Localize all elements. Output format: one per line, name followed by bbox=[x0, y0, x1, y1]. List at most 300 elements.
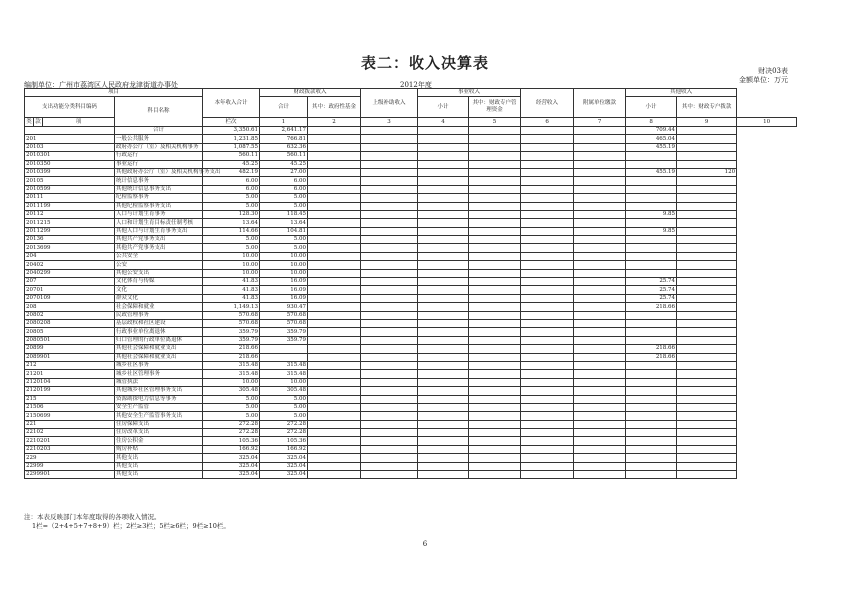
row-operating bbox=[521, 160, 574, 168]
subject-name-header: 科目名称 bbox=[115, 97, 203, 127]
row-subject-name: 住房改革支出 bbox=[115, 429, 203, 437]
row-code: 2010301 bbox=[25, 152, 115, 160]
row-gov-fund bbox=[308, 252, 361, 260]
row-operating bbox=[521, 194, 574, 202]
row-gov-fund bbox=[308, 454, 361, 462]
row-other-special bbox=[677, 353, 737, 361]
row-code: 204 bbox=[25, 252, 115, 260]
row-gov-fund bbox=[308, 152, 361, 160]
row-code: 2011215 bbox=[25, 219, 115, 227]
row-business-special bbox=[469, 219, 521, 227]
row-affiliate bbox=[574, 160, 626, 168]
table-row bbox=[25, 345, 797, 353]
row-fiscal: 5.00 bbox=[260, 244, 308, 252]
row-code: 20402 bbox=[25, 261, 115, 269]
fiscal-gov-fund-header: 其中：政府性基金 bbox=[308, 97, 361, 118]
row-code: 2120104 bbox=[25, 378, 115, 386]
row-business-subtotal bbox=[418, 210, 469, 218]
row-fiscal: 10.00 bbox=[260, 261, 308, 269]
row-gov-fund bbox=[308, 378, 361, 386]
row-operating bbox=[521, 168, 574, 176]
row-operating bbox=[521, 437, 574, 445]
row-other-special bbox=[677, 429, 737, 437]
row-fiscal: 105.36 bbox=[260, 437, 308, 445]
row-gov-fund bbox=[308, 370, 361, 378]
row-code: 20103 bbox=[25, 143, 115, 151]
row-other bbox=[626, 403, 677, 411]
row-affiliate bbox=[574, 177, 626, 185]
row-business-subtotal bbox=[418, 185, 469, 193]
row-fiscal: 359.79 bbox=[260, 328, 308, 336]
table-row bbox=[25, 252, 797, 260]
row-upper-subsidy bbox=[361, 252, 418, 260]
row-fiscal: 5.00 bbox=[260, 236, 308, 244]
row-affiliate bbox=[574, 412, 626, 420]
row-operating bbox=[521, 445, 574, 453]
row-business-subtotal bbox=[418, 202, 469, 210]
row-gov-fund bbox=[308, 278, 361, 286]
table-row bbox=[25, 462, 797, 470]
row-subject-name: 其他共产党事务支出 bbox=[115, 236, 203, 244]
row-upper-subsidy bbox=[361, 219, 418, 227]
row-gov-fund bbox=[308, 403, 361, 411]
row-upper-subsidy bbox=[361, 236, 418, 244]
row-code: 208 bbox=[25, 303, 115, 311]
row-other bbox=[626, 454, 677, 462]
row-other-special bbox=[677, 412, 737, 420]
row-operating bbox=[521, 420, 574, 428]
row-business-special bbox=[469, 152, 521, 160]
col-num-5: 5 bbox=[469, 118, 521, 127]
row-subject-name: 住房保障支出 bbox=[115, 420, 203, 428]
table-row bbox=[25, 261, 797, 269]
row-affiliate bbox=[574, 311, 626, 319]
row-fiscal: 5.00 bbox=[260, 395, 308, 403]
row-upper-subsidy bbox=[361, 194, 418, 202]
row-code: 2010399 bbox=[25, 168, 115, 176]
row-fiscal: 118.45 bbox=[260, 210, 308, 218]
other-group-header: 其他收入 bbox=[626, 89, 737, 97]
row-business-special bbox=[469, 177, 521, 185]
row-business-special bbox=[469, 210, 521, 218]
row-subject-name: 一般公共服务 bbox=[115, 135, 203, 143]
row-fiscal: 6.00 bbox=[260, 185, 308, 193]
row-total: 272.28 bbox=[203, 420, 260, 428]
row-subject-name: 统计信息事务 bbox=[115, 177, 203, 185]
row-other: 455.19 bbox=[626, 143, 677, 151]
row-operating bbox=[521, 395, 574, 403]
row-total: 10.00 bbox=[203, 378, 260, 386]
col-num-10: 10 bbox=[737, 118, 797, 127]
row-upper-subsidy bbox=[361, 135, 418, 143]
row-total: 5.00 bbox=[203, 236, 260, 244]
row-operating bbox=[521, 387, 574, 395]
row-fiscal: 104.81 bbox=[260, 227, 308, 235]
row-other: 9.85 bbox=[626, 210, 677, 218]
row-subject-name: 其他统计信息事务支出 bbox=[115, 185, 203, 193]
row-upper-subsidy bbox=[361, 403, 418, 411]
row-total: 315.48 bbox=[203, 370, 260, 378]
row-other-special bbox=[677, 395, 737, 403]
row-code: 2013699 bbox=[25, 244, 115, 252]
row-operating bbox=[521, 471, 574, 479]
row-affiliate bbox=[574, 370, 626, 378]
row-business-subtotal bbox=[418, 194, 469, 202]
row-subject-name: 社会保障和就业 bbox=[115, 303, 203, 311]
total-label: 合计 bbox=[115, 127, 203, 135]
row-operating bbox=[521, 454, 574, 462]
row-code: 20111 bbox=[25, 194, 115, 202]
row-operating bbox=[521, 328, 574, 336]
table-row bbox=[25, 269, 797, 277]
row-code: 212 bbox=[25, 361, 115, 369]
table-row bbox=[25, 219, 797, 227]
row-affiliate bbox=[574, 236, 626, 244]
table-row bbox=[25, 210, 797, 218]
table-row bbox=[25, 378, 797, 386]
row-upper-subsidy bbox=[361, 210, 418, 218]
row-code: 221 bbox=[25, 420, 115, 428]
row-business-special bbox=[469, 261, 521, 269]
row-upper-subsidy bbox=[361, 336, 418, 344]
row-other bbox=[626, 328, 677, 336]
income-table bbox=[24, 88, 797, 479]
table-row bbox=[25, 319, 797, 327]
row-other bbox=[626, 244, 677, 252]
row-other-special bbox=[677, 219, 737, 227]
row-business-special bbox=[469, 202, 521, 210]
row-affiliate bbox=[574, 437, 626, 445]
row-fiscal: 315.48 bbox=[260, 361, 308, 369]
row-business-subtotal bbox=[418, 252, 469, 260]
row-subject-name: 其他支出 bbox=[115, 454, 203, 462]
row-subject-name: 其他共产党事务支出 bbox=[115, 244, 203, 252]
row-business-special bbox=[469, 143, 521, 151]
row-affiliate bbox=[574, 345, 626, 353]
col-num-9: 9 bbox=[677, 118, 737, 127]
table-notes bbox=[24, 513, 230, 531]
row-code: 22102 bbox=[25, 429, 115, 437]
row-upper-subsidy bbox=[361, 429, 418, 437]
row-upper-subsidy bbox=[361, 202, 418, 210]
row-subject-name: 城乡社区事务 bbox=[115, 361, 203, 369]
row-upper-subsidy bbox=[361, 437, 418, 445]
row-fiscal: 13.64 bbox=[260, 219, 308, 227]
row-subject-name: 其他纪检监察事务支出 bbox=[115, 202, 203, 210]
business-group-header: 事业收入 bbox=[418, 89, 521, 97]
row-operating bbox=[521, 236, 574, 244]
page-title: 表二：收入决算表 bbox=[360, 54, 489, 72]
row-code: 2080501 bbox=[25, 336, 115, 344]
row-fiscal bbox=[260, 353, 308, 361]
row-business-subtotal bbox=[418, 429, 469, 437]
row-gov-fund bbox=[308, 462, 361, 470]
row-business-special bbox=[469, 278, 521, 286]
col-num-7: 7 bbox=[574, 118, 626, 127]
table-row bbox=[25, 135, 797, 143]
affiliate-header: 附属单位缴款 bbox=[574, 89, 626, 118]
row-fiscal: 10.00 bbox=[260, 269, 308, 277]
row-operating bbox=[521, 177, 574, 185]
row-gov-fund bbox=[308, 269, 361, 277]
row-business-special bbox=[469, 236, 521, 244]
table-row bbox=[25, 160, 797, 168]
row-other bbox=[626, 361, 677, 369]
row-subject-name: 纪检监察事务 bbox=[115, 194, 203, 202]
row-upper-subsidy bbox=[361, 244, 418, 252]
row-business-subtotal bbox=[418, 378, 469, 386]
row-operating bbox=[521, 336, 574, 344]
row-affiliate bbox=[574, 454, 626, 462]
row-gov-fund bbox=[308, 412, 361, 420]
fiscal-subtotal-header: 合计 bbox=[260, 97, 308, 118]
row-other-special bbox=[677, 370, 737, 378]
row-code: 2010350 bbox=[25, 160, 115, 168]
row-business-special bbox=[469, 353, 521, 361]
row-fiscal: 632.36 bbox=[260, 143, 308, 151]
row-other-special bbox=[677, 278, 737, 286]
row-gov-fund bbox=[308, 227, 361, 235]
row-business-special bbox=[469, 252, 521, 260]
row-fiscal: 305.48 bbox=[260, 387, 308, 395]
row-operating bbox=[521, 219, 574, 227]
row-fiscal: 6.00 bbox=[260, 177, 308, 185]
row-total: 41.83 bbox=[203, 278, 260, 286]
ordinal-header: 栏次 bbox=[203, 118, 260, 127]
row-operating bbox=[521, 210, 574, 218]
row-gov-fund bbox=[308, 160, 361, 168]
row-business-special bbox=[469, 471, 521, 479]
total-income-header: 本年收入合计 bbox=[203, 89, 260, 118]
row-other bbox=[626, 370, 677, 378]
row-business-special bbox=[469, 135, 521, 143]
row-operating bbox=[521, 303, 574, 311]
col-num-8: 8 bbox=[626, 118, 677, 127]
row-operating bbox=[521, 412, 574, 420]
row-upper-subsidy bbox=[361, 370, 418, 378]
row-total: 5.00 bbox=[203, 403, 260, 411]
other-special-header: 其中：财政专户拨款 bbox=[677, 97, 737, 118]
row-other-special bbox=[677, 135, 737, 143]
row-business-subtotal bbox=[418, 462, 469, 470]
row-business-special bbox=[469, 345, 521, 353]
row-other bbox=[626, 412, 677, 420]
row-subject-name: 其他支出 bbox=[115, 471, 203, 479]
row-other bbox=[626, 269, 677, 277]
row-total: 114.66 bbox=[203, 227, 260, 235]
row-other-special bbox=[677, 319, 737, 327]
row-affiliate bbox=[574, 395, 626, 403]
row-subject-name: 归口管理的行政单位离退休 bbox=[115, 336, 203, 344]
table-row bbox=[25, 227, 797, 235]
row-upper-subsidy bbox=[361, 177, 418, 185]
row-other: 218.66 bbox=[626, 345, 677, 353]
row-upper-subsidy bbox=[361, 353, 418, 361]
row-affiliate bbox=[574, 227, 626, 235]
row-code: 20802 bbox=[25, 311, 115, 319]
row-other bbox=[626, 261, 677, 269]
row-gov-fund bbox=[308, 194, 361, 202]
row-code: 2011199 bbox=[25, 202, 115, 210]
row-fiscal: 5.00 bbox=[260, 403, 308, 411]
table-row bbox=[25, 437, 797, 445]
row-affiliate bbox=[574, 185, 626, 193]
row-subject-name: 群众文化 bbox=[115, 294, 203, 302]
row-business-subtotal bbox=[418, 143, 469, 151]
row-operating bbox=[521, 185, 574, 193]
row-code: 2040299 bbox=[25, 269, 115, 277]
row-upper-subsidy bbox=[361, 286, 418, 294]
row-other bbox=[626, 395, 677, 403]
table-row bbox=[25, 185, 797, 193]
col-num-2: 2 bbox=[308, 118, 361, 127]
row-gov-fund bbox=[308, 294, 361, 302]
row-upper-subsidy bbox=[361, 471, 418, 479]
table-row bbox=[25, 177, 797, 185]
row-operating bbox=[521, 227, 574, 235]
row-other: 9.85 bbox=[626, 227, 677, 235]
row-other-special bbox=[677, 160, 737, 168]
row-code: 22999 bbox=[25, 462, 115, 470]
row-business-subtotal bbox=[418, 135, 469, 143]
row-total: 1,149.13 bbox=[203, 303, 260, 311]
row-subject-name: 城乡社区管理事务 bbox=[115, 370, 203, 378]
row-other: 465.04 bbox=[626, 135, 677, 143]
row-other: 218.66 bbox=[626, 353, 677, 361]
row-gov-fund bbox=[308, 420, 361, 428]
row-gov-fund bbox=[308, 319, 361, 327]
note-line-1: 注：本表反映部门本年度取得的各项收入情况。 bbox=[24, 513, 161, 521]
row-business-subtotal bbox=[418, 236, 469, 244]
row-other-special bbox=[677, 303, 737, 311]
row-fiscal: 10.00 bbox=[260, 252, 308, 260]
row-subject-name: 民政管理事务 bbox=[115, 311, 203, 319]
table-row bbox=[25, 403, 797, 411]
row-subject-name: 人口与计划生育事务 bbox=[115, 210, 203, 218]
row-subject-name: 其他安全生产监管事务支出 bbox=[115, 412, 203, 420]
row-business-special bbox=[469, 160, 521, 168]
row-operating bbox=[521, 370, 574, 378]
row-operating bbox=[521, 152, 574, 160]
col-num-4: 4 bbox=[418, 118, 469, 127]
row-code: 2210201 bbox=[25, 437, 115, 445]
row-code: 20105 bbox=[25, 177, 115, 185]
row-affiliate bbox=[574, 286, 626, 294]
col-num-3: 3 bbox=[361, 118, 418, 127]
row-business-subtotal bbox=[418, 395, 469, 403]
grand-fiscal: 2,641.17 bbox=[260, 127, 308, 135]
table-row bbox=[25, 471, 797, 479]
section-header: 款 bbox=[35, 118, 41, 125]
row-business-subtotal bbox=[418, 420, 469, 428]
row-affiliate bbox=[574, 336, 626, 344]
row-business-special bbox=[469, 286, 521, 294]
row-operating bbox=[521, 429, 574, 437]
row-total: 305.48 bbox=[203, 387, 260, 395]
row-fiscal: 570.68 bbox=[260, 319, 308, 327]
row-upper-subsidy bbox=[361, 168, 418, 176]
row-total: 325.04 bbox=[203, 454, 260, 462]
row-gov-fund bbox=[308, 445, 361, 453]
grand-other: 709.44 bbox=[626, 127, 677, 135]
table-row bbox=[25, 143, 797, 151]
row-upper-subsidy bbox=[361, 152, 418, 160]
row-business-special bbox=[469, 412, 521, 420]
row-code: 20701 bbox=[25, 286, 115, 294]
table-row bbox=[25, 395, 797, 403]
row-fiscal: 5.00 bbox=[260, 412, 308, 420]
row-subject-name: 公共安全 bbox=[115, 252, 203, 260]
row-fiscal: 16.09 bbox=[260, 294, 308, 302]
row-business-subtotal bbox=[418, 160, 469, 168]
row-code: 2010599 bbox=[25, 185, 115, 193]
row-fiscal: 930.47 bbox=[260, 303, 308, 311]
row-total: 13.64 bbox=[203, 219, 260, 227]
row-business-subtotal bbox=[418, 412, 469, 420]
row-total: 10.00 bbox=[203, 269, 260, 277]
row-upper-subsidy bbox=[361, 294, 418, 302]
row-business-subtotal bbox=[418, 471, 469, 479]
row-operating bbox=[521, 353, 574, 361]
row-subject-name: 公安 bbox=[115, 261, 203, 269]
row-total: 1,231.85 bbox=[203, 135, 260, 143]
row-upper-subsidy bbox=[361, 143, 418, 151]
row-fiscal: 16.09 bbox=[260, 286, 308, 294]
row-other-special bbox=[677, 454, 737, 462]
row-affiliate bbox=[574, 168, 626, 176]
row-operating bbox=[521, 361, 574, 369]
operating-header: 经营收入 bbox=[521, 89, 574, 118]
row-other bbox=[626, 194, 677, 202]
row-gov-fund bbox=[308, 202, 361, 210]
row-total: 6.00 bbox=[203, 177, 260, 185]
row-code: 2070109 bbox=[25, 294, 115, 302]
row-upper-subsidy bbox=[361, 412, 418, 420]
row-gov-fund bbox=[308, 286, 361, 294]
row-subject-name: 文化体育与传媒 bbox=[115, 278, 203, 286]
table-row bbox=[25, 168, 797, 176]
row-subject-name: 其他支出 bbox=[115, 462, 203, 470]
table-row bbox=[25, 194, 797, 202]
row-operating bbox=[521, 462, 574, 470]
row-business-special bbox=[469, 311, 521, 319]
row-business-special bbox=[469, 454, 521, 462]
row-upper-subsidy bbox=[361, 387, 418, 395]
row-other bbox=[626, 160, 677, 168]
table-row bbox=[25, 278, 797, 286]
row-other-special bbox=[677, 294, 737, 302]
row-business-special bbox=[469, 185, 521, 193]
row-other-special bbox=[677, 177, 737, 185]
row-gov-fund bbox=[308, 143, 361, 151]
row-fiscal: 766.81 bbox=[260, 135, 308, 143]
row-other-special bbox=[677, 210, 737, 218]
row-business-subtotal bbox=[418, 336, 469, 344]
row-business-subtotal bbox=[418, 261, 469, 269]
row-other-special bbox=[677, 244, 737, 252]
row-total: 128.30 bbox=[203, 210, 260, 218]
row-business-subtotal bbox=[418, 168, 469, 176]
row-upper-subsidy bbox=[361, 395, 418, 403]
fiscal-year: 2012年度 bbox=[400, 81, 432, 89]
row-subject-name: 文化 bbox=[115, 286, 203, 294]
table-row bbox=[25, 202, 797, 210]
row-business-subtotal bbox=[418, 278, 469, 286]
row-fiscal: 325.04 bbox=[260, 454, 308, 462]
row-total: 5.00 bbox=[203, 412, 260, 420]
row-gov-fund bbox=[308, 135, 361, 143]
row-other bbox=[626, 437, 677, 445]
